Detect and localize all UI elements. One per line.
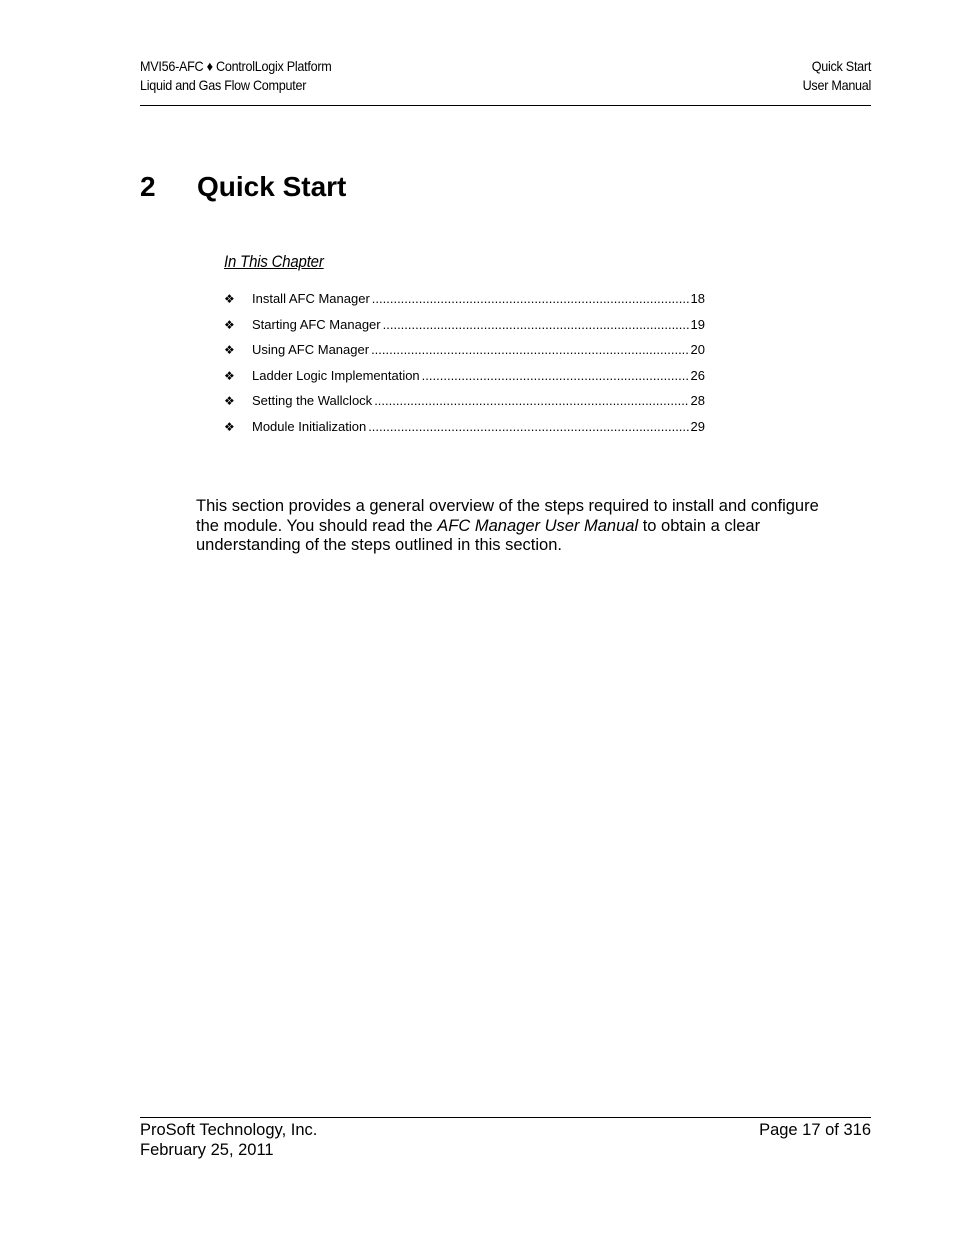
intro-text-before: This section provides a general overview of the steps required to install and configure the module. You should read the [196, 497, 819, 535]
diamond-bullet-icon: ❖ [224, 394, 235, 408]
toc-dot-leader [371, 341, 688, 359]
diamond-bullet-icon: ❖ [224, 368, 235, 383]
page-header [140, 57, 871, 106]
toc-item-page: 19 [690, 316, 705, 332]
in-this-chapter-label: In This Chapter [224, 252, 324, 271]
toc-item-title: Starting AFC Manager [252, 316, 381, 332]
footer-company: ProSoft Technology, Inc. [140, 1121, 318, 1139]
header-product-line: MVI56-AFC ♦ ControlLogix Platform [140, 58, 332, 74]
header-product-subtitle: Liquid and Gas Flow Computer [140, 77, 307, 93]
toc-item[interactable] [224, 392, 705, 418]
header-right [803, 57, 871, 95]
toc-item-title: Module Initialization [252, 418, 367, 434]
footer-date: February 25, 2011 [140, 1140, 274, 1159]
toc-item-page: 18 [690, 291, 705, 306]
chapter-title: Quick Start [197, 171, 347, 202]
header-left [140, 57, 331, 95]
toc-item[interactable] [224, 316, 705, 342]
chapter-number: 2 [140, 171, 156, 202]
toc-item-page: 28 [690, 393, 705, 408]
toc-item-title: Using AFC Manager [252, 342, 370, 357]
intro-text-after: to obtain a clear understanding of the steps outlined in this section. [196, 516, 761, 554]
manual-reference: AFC Manager User Manual [437, 516, 639, 535]
toc-dot-leader [374, 392, 688, 410]
toc-dot-leader [383, 316, 689, 334]
toc-item[interactable] [224, 290, 705, 316]
diamond-bullet-icon: ❖ [224, 292, 235, 306]
toc-item[interactable] [224, 341, 705, 367]
header-section-name: Quick Start [811, 58, 871, 74]
toc-dot-leader [372, 290, 689, 308]
toc-item[interactable] [224, 418, 705, 444]
toc-item-title: Install AFC Manager [252, 291, 370, 306]
diamond-bullet-icon: ❖ [224, 343, 235, 357]
toc-item[interactable] [224, 367, 705, 393]
footer-page-number: Page 17 of 316 [759, 1121, 871, 1139]
toc-item-title: Ladder Logic Implementation [252, 367, 420, 383]
toc-item-page: 20 [690, 342, 705, 357]
header-document-type: User Manual [802, 77, 871, 93]
page-footer [140, 1117, 871, 1159]
toc-item-page: 26 [690, 367, 705, 383]
chapter-toc [224, 290, 705, 443]
chapter-heading [140, 170, 346, 204]
toc-dot-leader [368, 418, 688, 436]
diamond-bullet-icon: ❖ [224, 317, 235, 332]
footer-left [140, 1121, 317, 1160]
diamond-bullet-icon: ❖ [224, 419, 235, 434]
toc-item-page: 29 [690, 418, 705, 434]
toc-dot-leader [422, 367, 689, 385]
chapter-intro-paragraph [196, 497, 821, 556]
toc-item-title: Setting the Wallclock [252, 393, 373, 408]
